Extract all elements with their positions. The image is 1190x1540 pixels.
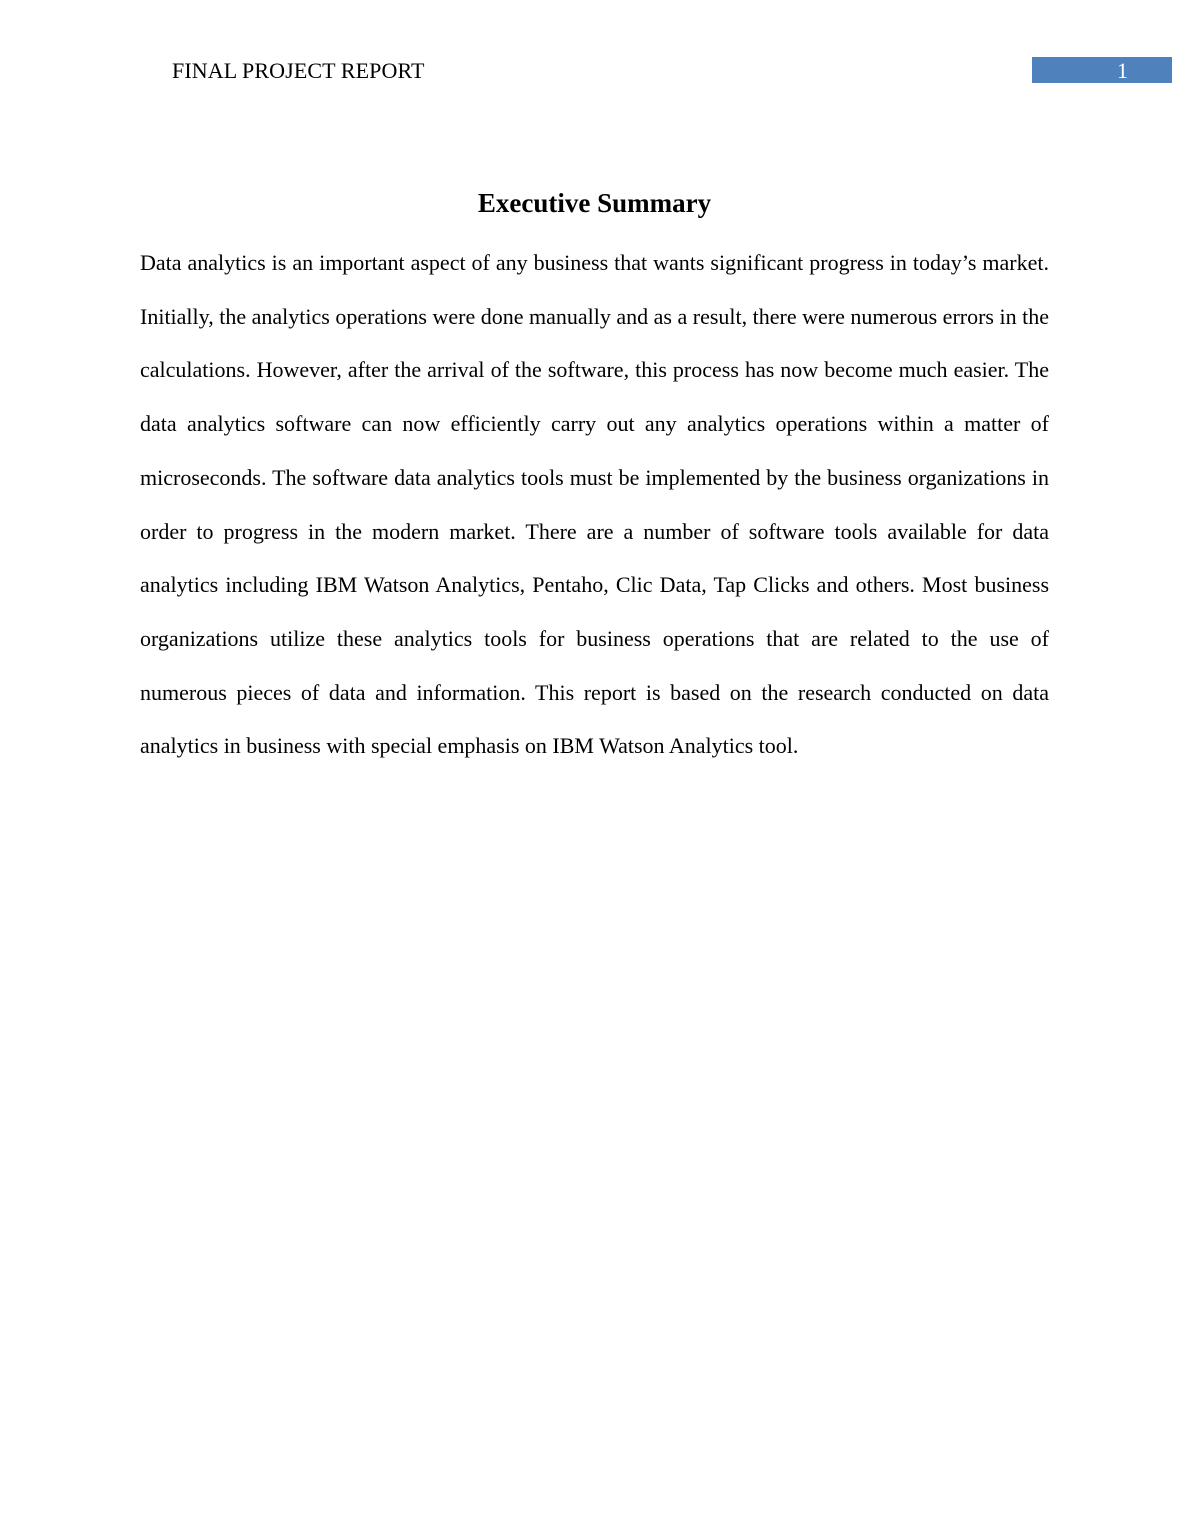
executive-summary-paragraph: Data analytics is an important aspect of any business that wants significant progress in today’s market. Initially, the analytics operations were done manually and as a result, there were numerous errors in the calculations. However, after the arrival of the software, this process has now become much easier. The data analytics software can now efficiently carry out any analytics operations within a matter of microseconds. The software data analytics tools must be implemented by the business organizations in order to progress in the modern market. There are a number of software tools available for data analytics including IBM Watson Analytics, Pentaho, Clic Data, Tap Clicks and others. Most business organizations utilize these analytics tools for business operations that are related to the use of numerous pieces of data and information. This report is based on the research conducted on data analytics in business with special emphasis on IBM Watson Analytics tool. xyxy=(140,250,1049,759)
running-head: FINAL PROJECT REPORT xyxy=(172,58,425,83)
page-number-box xyxy=(1032,57,1172,83)
page-number: 1 xyxy=(1117,58,1128,83)
section-title: Executive Summary xyxy=(477,188,712,218)
